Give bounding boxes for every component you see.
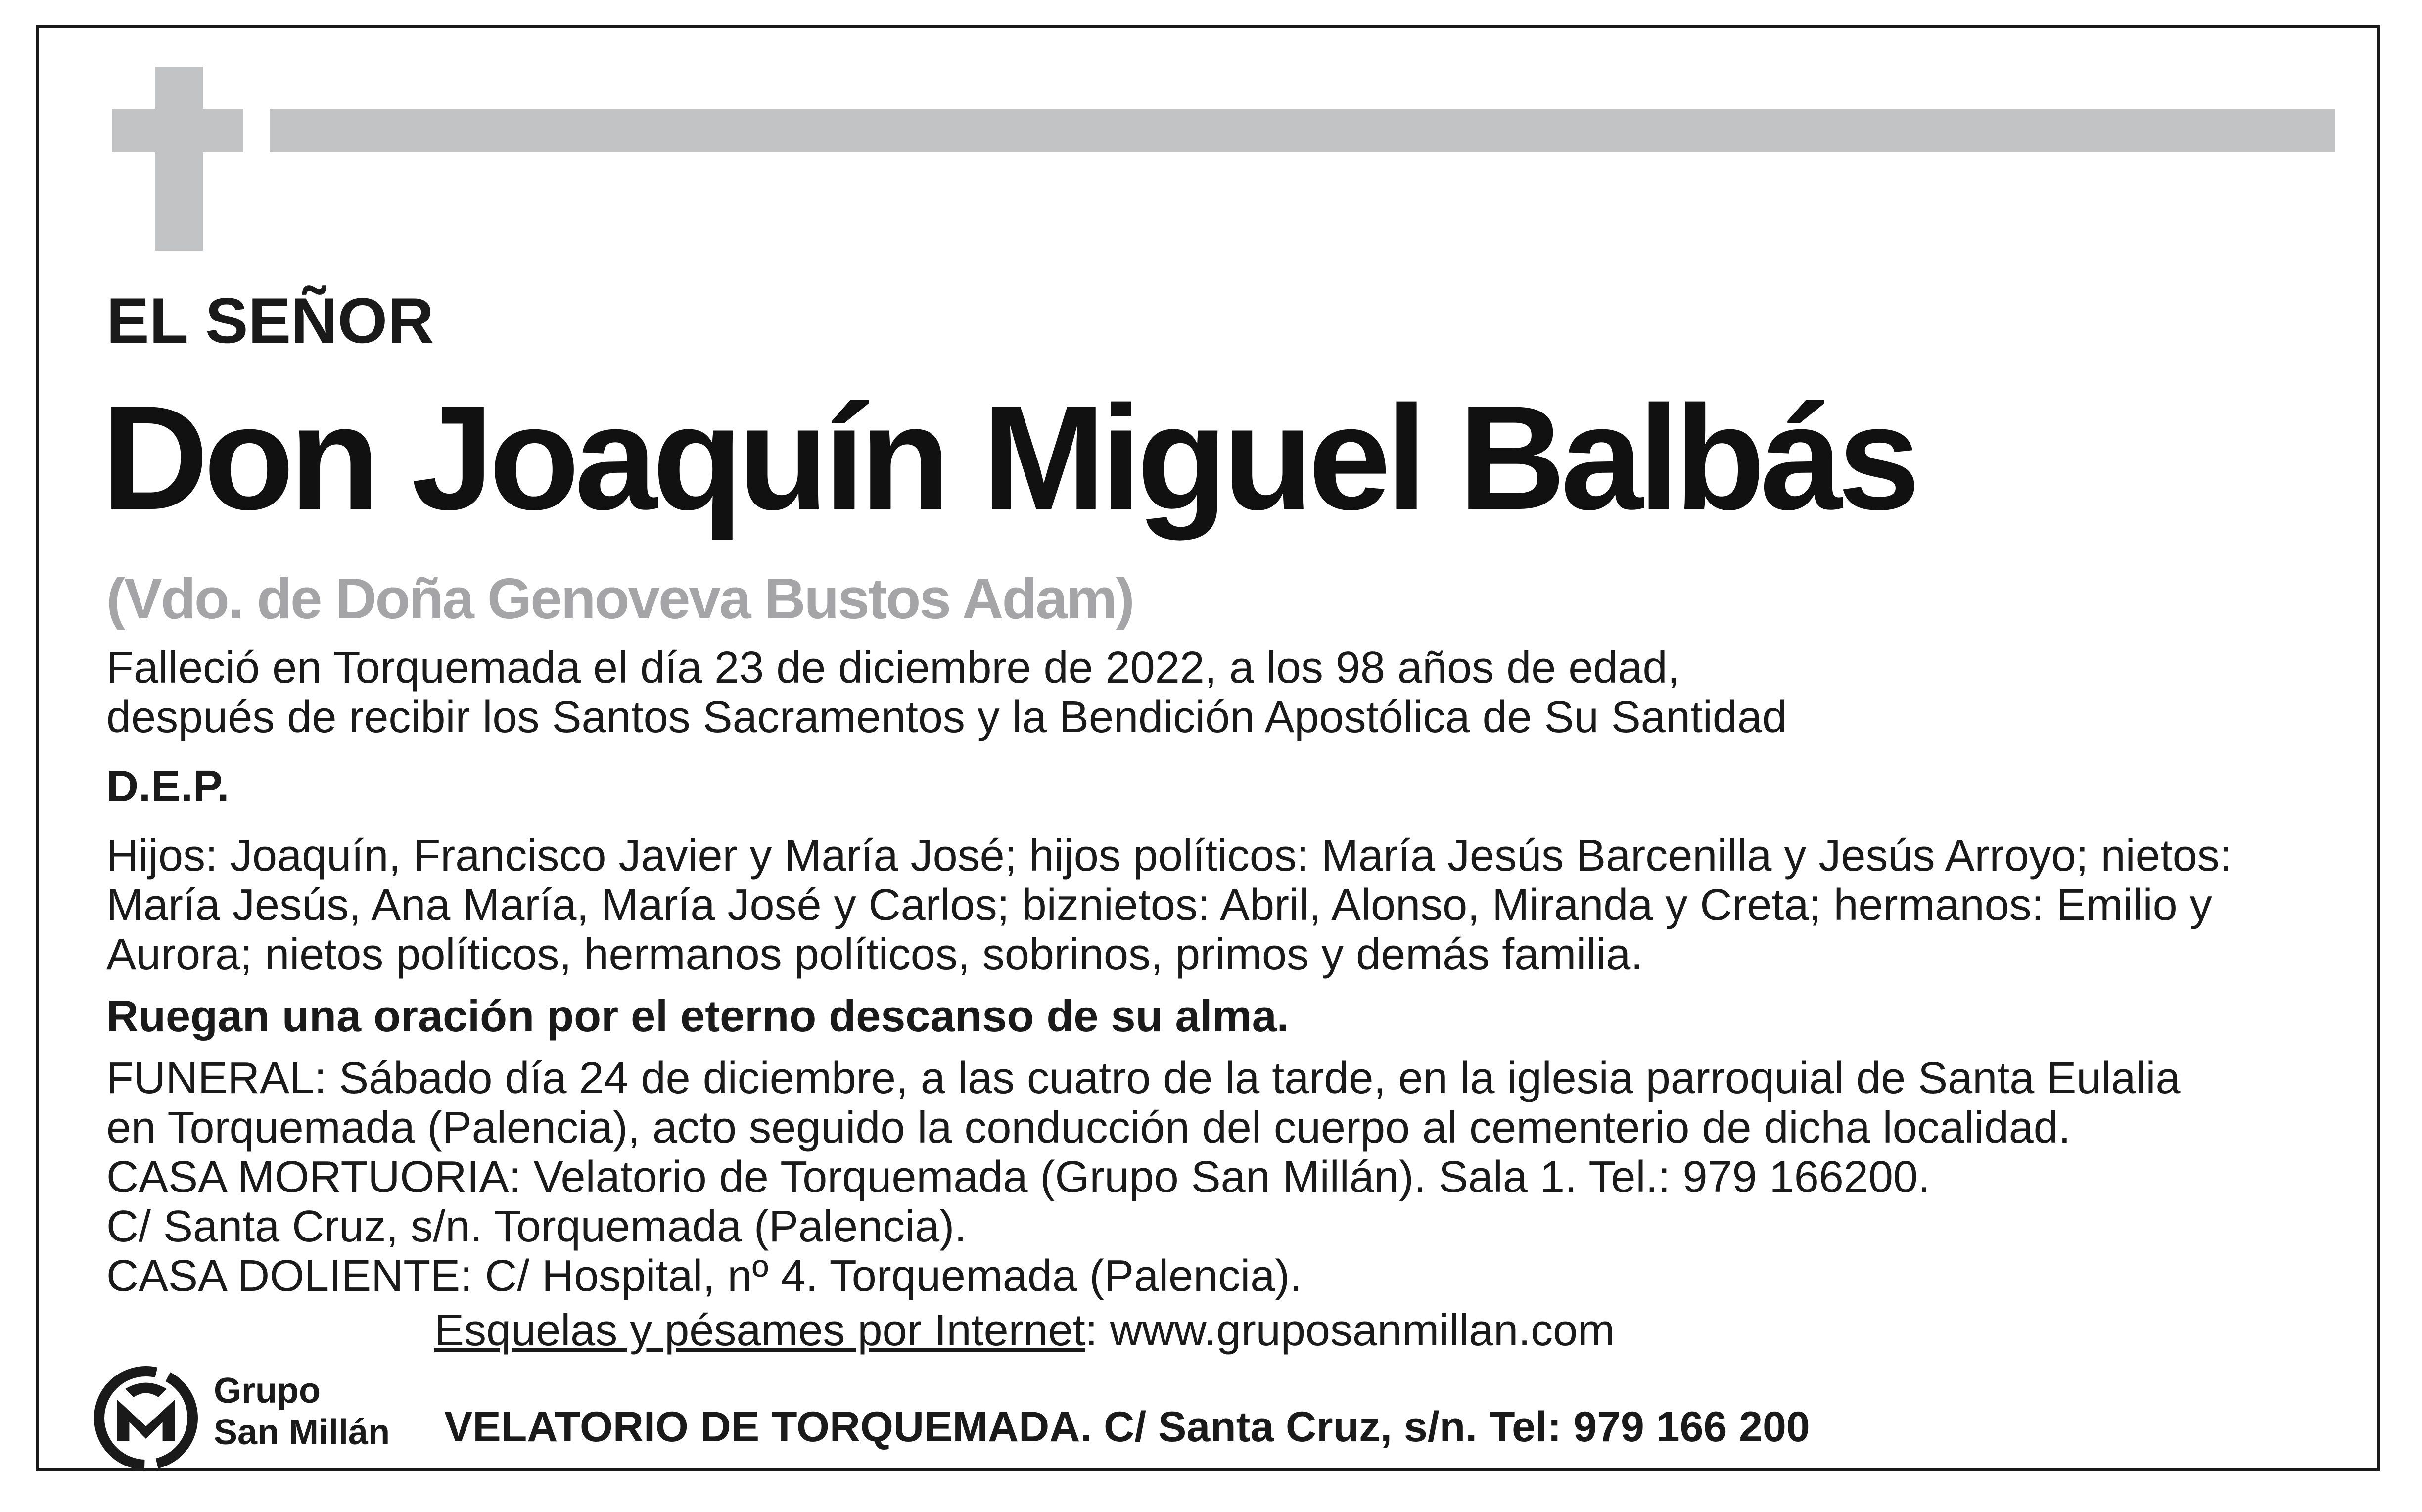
death-notice-line: Falleció en Torquemada el día 23 de diciembre de 2022, a los 98 años de edad, [106, 643, 1680, 692]
details-line: CASA DOLIENTE: C/ Hospital, nº 4. Torquemada (Palencia). [106, 1251, 1303, 1301]
logo-wordmark [214, 1370, 390, 1453]
widow-of: (Vdo. de Doña Genoveva Bustos Adam) [106, 566, 1133, 631]
prayer-request: Ruegan una oración por el eterno descanso de su alma. [106, 992, 1289, 1041]
cross-icon-horizontal [112, 109, 243, 152]
grupo-san-millan-logo-icon [94, 1366, 198, 1470]
funeral-details [106, 1054, 2181, 1301]
internet-url-link[interactable]: www.gruposanmillan.com [1097, 1306, 1615, 1355]
details-line: C/ Santa Cruz, s/n. Torquemada (Palencia). [106, 1202, 967, 1251]
details-line: CASA MORTUORIA: Velatorio de Torquemada (Grupo San Millán). Sala 1. Tel.: 979 166200. [106, 1152, 1930, 1202]
internet-separator: : [1085, 1306, 1098, 1355]
header-rule [270, 109, 2335, 152]
details-line: en Torquemada (Palencia), acto seguido la conducción del cuerpo al cementerio de dicha localidad. [106, 1103, 2071, 1152]
family-line: María Jesús, Ana María, María José y Carlos; biznietos: Abril, Alonso, Miranda y Creta; hermanos: Emilio y [106, 880, 2212, 930]
honorific: EL SEÑOR [106, 284, 434, 357]
death-notice-line: después de recibir los Santos Sacramentos y la Bendición Apostólica de Su Santidad [106, 692, 1787, 742]
footer-address: VELATORIO DE TORQUEMADA. C/ Santa Cruz, s/n. Tel: 979 166 200 [444, 1403, 1810, 1451]
logo-line2: San Millán [214, 1413, 390, 1452]
internet-label: Esquelas y pésames por Internet [434, 1306, 1085, 1355]
family-line: Aurora; nietos políticos, hermanos políticos, sobrinos, primos y demás familia. [106, 930, 1643, 979]
internet-line [434, 1306, 1615, 1355]
deceased-name: Don Joaquín Miguel Balbás [101, 374, 1915, 541]
details-line: FUNERAL: Sábado día 24 de diciembre, a las cuatro de la tarde, en la iglesia parroquial de Santa Eulalia [106, 1054, 2181, 1103]
family-line: Hijos: Joaquín, Francisco Javier y María José; hijos políticos: María Jesús Barcenilla y Jesús Arroyo; nietos: [106, 831, 2232, 880]
cross-icon-vertical [155, 67, 203, 251]
death-notice [106, 643, 1787, 742]
logo-line1: Grupo [214, 1371, 321, 1411]
family-list [106, 831, 2232, 979]
rip: D.E.P. [106, 762, 230, 811]
